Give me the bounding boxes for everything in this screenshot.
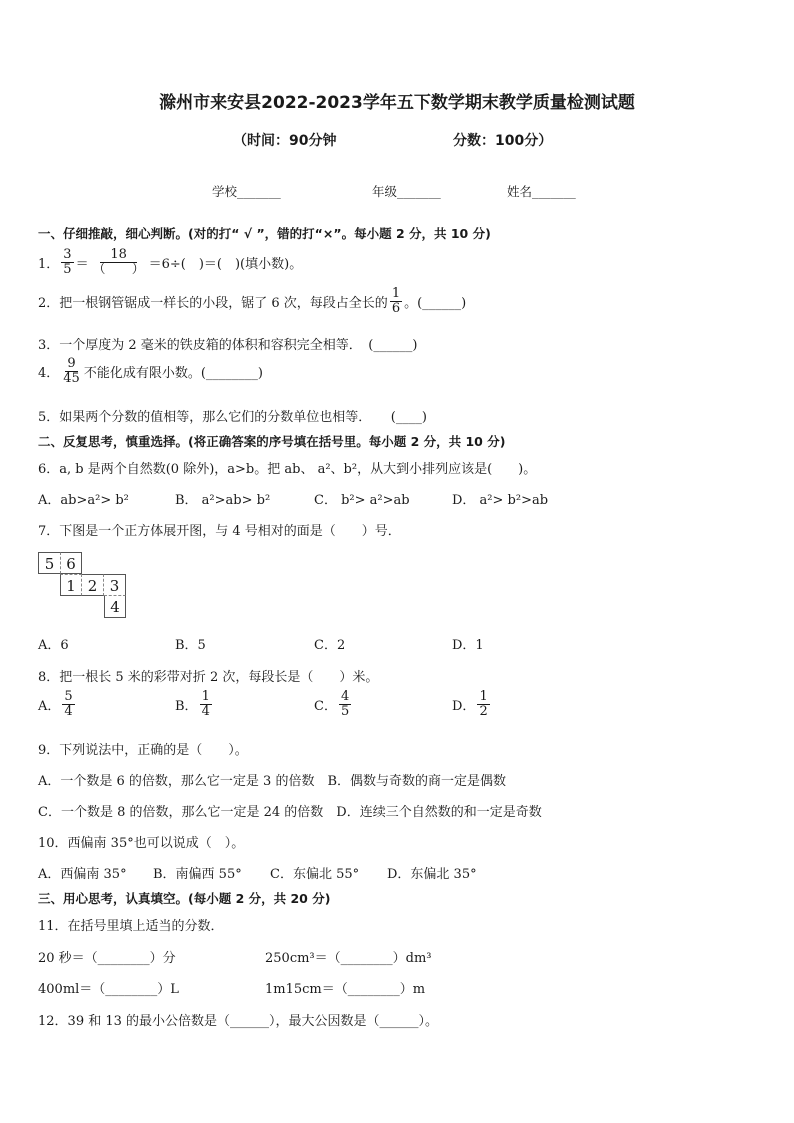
question-2-tail: 。(______) (404, 295, 467, 311)
option-d: D．1 (452, 638, 484, 653)
grade-field: 年级_______ (372, 184, 441, 199)
option-a (38, 690, 77, 718)
denominator: 5 (63, 261, 72, 277)
net-face: 4 (104, 596, 126, 618)
option-b (175, 690, 214, 718)
option-d: D．东偏北 35° (387, 867, 477, 882)
denominator: 6 (391, 300, 401, 316)
question-11: 11．在括号里填上适当的分数． (38, 919, 224, 934)
fraction (62, 690, 74, 718)
option-label: C． (314, 698, 337, 714)
option-c: C．东偏北 55° (270, 867, 360, 882)
net-face: 5 (38, 552, 60, 574)
net-face: 1 (60, 574, 82, 596)
net-face: 2 (82, 574, 104, 596)
page-title: 滁州市来安县2022-2023学年五下数学期末教学质量检测试题 (159, 93, 635, 113)
question-7: 7．下图是一个正方体展开图，与 4 号相对的面是（ ）号． (38, 524, 401, 539)
equals-sign: ＝ (75, 256, 89, 272)
question-12: 12．39 和 13 的最小公倍数是（______），最大公因数是（______）。 (38, 1014, 439, 1029)
question-1 (38, 248, 302, 276)
numerator: 3 (63, 247, 72, 262)
denominator: 4 (201, 703, 210, 719)
numerator: 1 (201, 689, 210, 704)
blank-cm3-to-dm3: 250cm³＝（________）dm³ (265, 951, 432, 966)
name-field: 姓名_______ (507, 184, 576, 199)
exam-time: （时间：90分钟 (233, 133, 337, 149)
numerator: 18 (100, 248, 137, 263)
fraction (61, 248, 73, 276)
option-b: B．5 (175, 638, 206, 653)
net-face: 6 (60, 552, 82, 574)
blank-ml-to-l: 400ml＝（________）L (38, 982, 179, 997)
question-9: 9．下列说法中，正确的是（ ）。 (38, 743, 248, 758)
denominator: 5 (340, 703, 350, 719)
numerator: 4 (340, 689, 350, 704)
school-field: 学校_______ (212, 184, 281, 199)
option-c: C． b²> a²>ab (314, 493, 410, 508)
option-b: B．南偏西 55° (153, 867, 242, 882)
denominator: （ ） (92, 261, 145, 277)
fraction (390, 287, 402, 315)
option-c (314, 690, 353, 718)
denominator: 4 (64, 703, 73, 719)
option-b: B． a²>ab> b² (175, 493, 271, 508)
option-label: A． (38, 698, 61, 714)
numerator: 1 (391, 286, 401, 301)
fraction (339, 690, 351, 718)
question-4-tail: 不能化成有限小数。(________) (83, 365, 263, 381)
numerator: 9 (67, 356, 76, 371)
question-3: 3．一个厚度为 2 毫米的铁皮箱的体积和容积完全相等． (______) (38, 338, 418, 353)
net-face: 3 (104, 574, 126, 596)
question-1-rest: ＝6÷( )＝( )(填小数)。 (148, 256, 303, 272)
option-label: B． (175, 698, 198, 714)
option-d (452, 690, 492, 718)
question-4-number: 4． (38, 365, 60, 381)
question-5: 5．如果两个分数的值相等，那么它们的分数单位也相等． (____) (38, 410, 427, 425)
question-6: 6．a, b 是两个自然数(0 除外)，a>b。把 ab、 a²、b²，从大到小排列应该是( )。 (38, 462, 537, 477)
option-label: D． (452, 698, 476, 714)
option-d: D． a²> b²>ab (452, 493, 549, 508)
question-8: 8．把一根长 5 米的彩带对折 2 次，每段长是（ ）米。 (38, 670, 379, 685)
fraction (61, 357, 82, 385)
question-1-number: 1． (38, 256, 60, 272)
section-1-heading: 一、仔细推敲，细心判断。(对的打“ √ ”，错的打“×”。每小题 2 分，共 10 分) (38, 226, 491, 241)
question-10: 10．西偏南 35°也可以说成（ ）。 (38, 836, 245, 851)
numerator: 1 (479, 689, 488, 704)
denominator: 45 (63, 370, 80, 386)
question-9-options-ab: A．一个数是 6 的倍数，那么它一定是 3 的倍数 B．偶数与奇数的商一定是偶数 (38, 774, 507, 789)
cube-net-figure (38, 552, 130, 620)
blank-seconds-to-minutes: 20 秒＝（________）分 (38, 951, 176, 966)
fraction (91, 248, 147, 276)
denominator: 2 (479, 703, 488, 719)
option-a: A．6 (38, 638, 69, 653)
question-2 (38, 287, 466, 315)
section-2-heading: 二、反复思考，慎重选择。(将正确答案的序号填在括号里。每小题 2 分，共 10 分) (38, 434, 506, 449)
fraction (200, 690, 212, 718)
blank-cm-to-m: 1m15cm＝（________）m (265, 982, 426, 997)
question-9-options-cd: C．一个数是 8 的倍数，那么它一定是 24 的倍数 D．连续三个自然数的和一定是奇数 (38, 805, 542, 820)
option-a: A．ab>a²> b² (38, 493, 129, 508)
option-c: C．2 (314, 638, 346, 653)
exam-score: 分数：100分） (453, 133, 553, 149)
question-2-text: 2．把一根钢管锯成一样长的小段，锯了 6 次，每段占全长的 (38, 295, 388, 311)
fraction (477, 690, 489, 718)
option-a: A．西偏南 35° (38, 867, 127, 882)
question-4 (38, 357, 263, 385)
numerator: 5 (64, 689, 73, 704)
section-3-heading: 三、用心思考，认真填空。(每小题 2 分，共 20 分) (38, 891, 331, 906)
